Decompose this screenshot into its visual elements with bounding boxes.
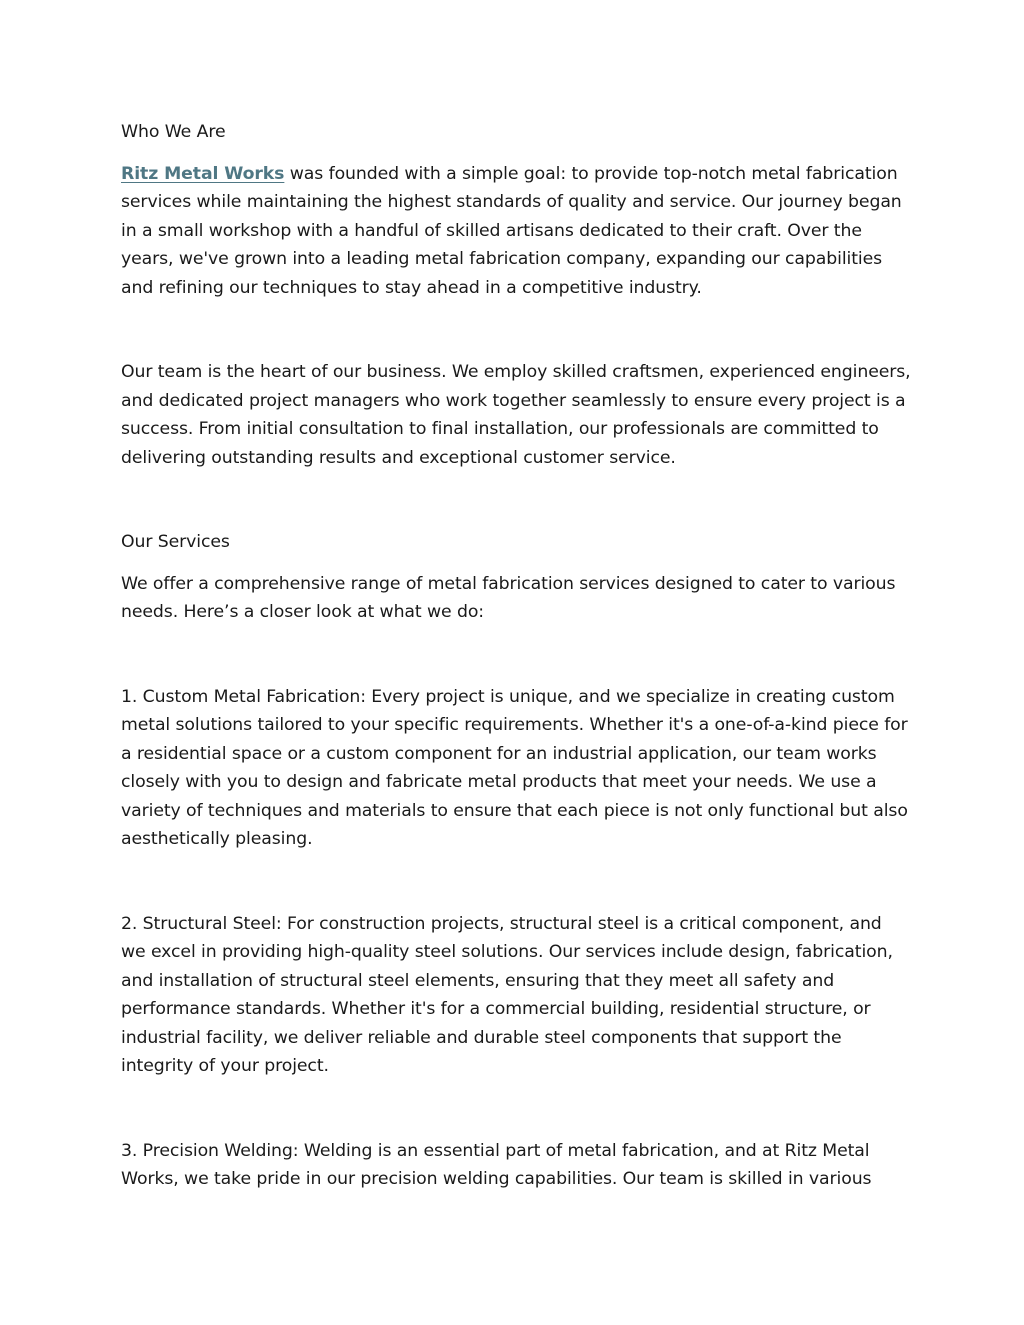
service-precision-welding: 3. Precision Welding: Welding is an essential part of metal fabrication, and at Ritz Metal Works, we take pride in our precision welding capabilities. Our team is skilled in various bbox=[121, 1140, 872, 1189]
who-we-are-heading: Who We Are bbox=[121, 122, 226, 142]
service-structural-steel: 2. Structural Steel: For construction projects, structural steel is a critical component, and we excel in providing high-quality steel solutions. Our services include design, fabrication, and installation of structural steel elements, ensuring that they meet all safety and performance standards. Whether it's for a commercial building, residential structure, or industrial facility, we deliver reliable and durable steel components that support the integrity of your project. bbox=[121, 913, 893, 1076]
who-we-are-paragraph-1-text: was founded with a simple goal: to provide top-notch metal fabrication services while maintaining the highest standards of quality and service. Our journey began in a small workshop with a handful of skilled artisans dedicated to their craft. Over the years, we've grown into a leading metal fabrication company, expanding our capabilities and refining our techniques to stay ahead in a competitive industry. bbox=[121, 163, 902, 298]
services-intro-paragraph: We offer a comprehensive range of metal fabrication services designed to cater to various needs. Here’s a closer look at what we do: bbox=[121, 573, 896, 622]
who-we-are-paragraph-2: Our team is the heart of our business. We employ skilled craftsmen, experienced engineers, and dedicated project managers who work together seamlessly to ensure every project is a success. From initial consultation to final installation, our professionals are committed to delivering outstanding results and exceptional customer service. bbox=[121, 362, 911, 468]
service-custom-metal-fabrication: 1. Custom Metal Fabrication: Every project is unique, and we specialize in creating custom metal solutions tailored to your specific requirements. Whether it's a one-of-a-kind piece for a residential space or a custom component for an industrial application, our team works closely with you to design and fabricate metal products that meet your needs. We use a variety of techniques and materials to ensure that each piece is not only functional but also aesthetically pleasing. bbox=[121, 686, 908, 849]
document-page bbox=[121, 118, 911, 1194]
ritz-metal-works-link[interactable]: Ritz Metal Works bbox=[121, 163, 285, 184]
our-services-heading: Our Services bbox=[121, 532, 230, 552]
who-we-are-paragraph-1 bbox=[121, 160, 911, 303]
